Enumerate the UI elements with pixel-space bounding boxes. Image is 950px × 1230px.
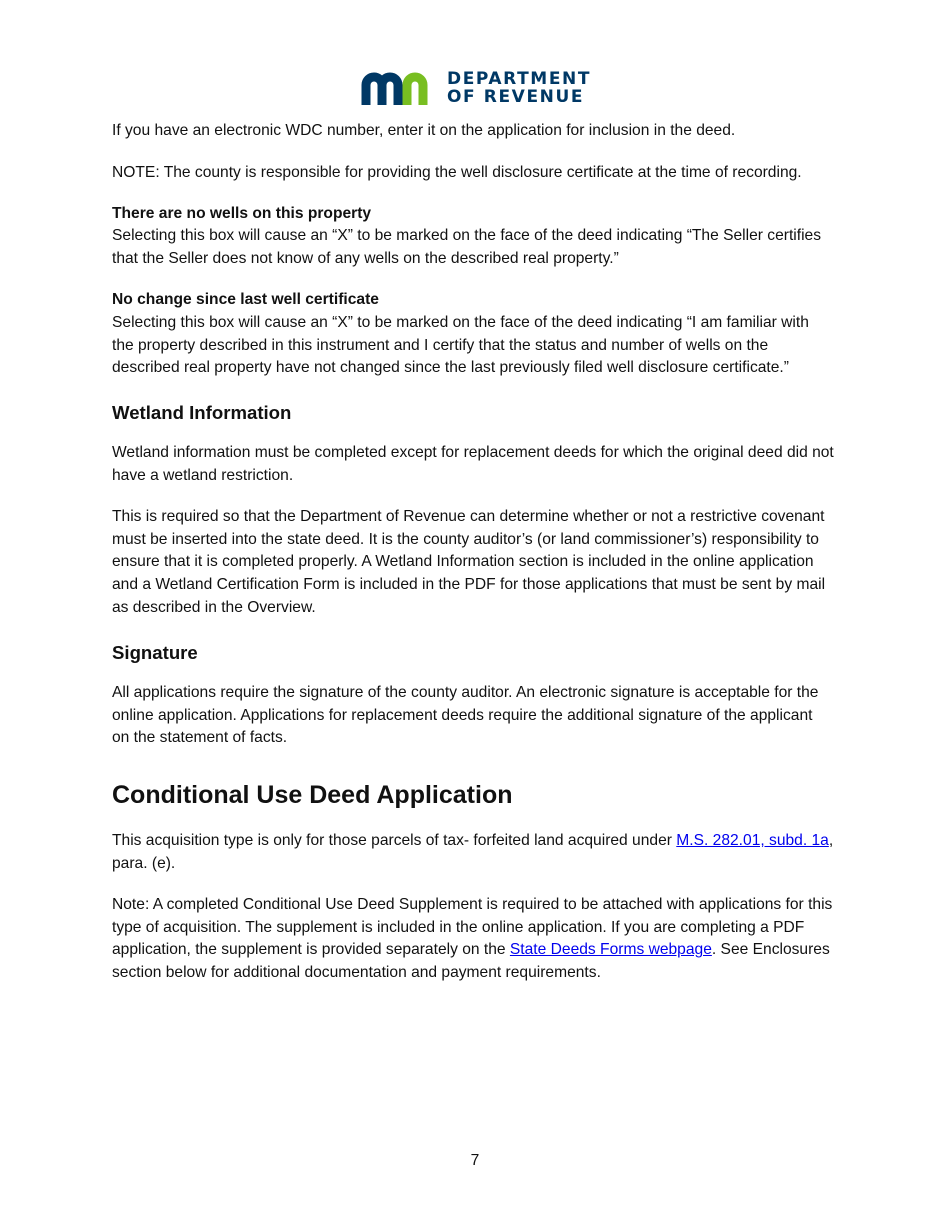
conditional-use-heading: Conditional Use Deed Application <box>112 781 513 810</box>
signature-paragraph: All applications require the signature of the county auditor. An electronic signature is acceptable for the online application. Applications for replacement deeds require the additional signature of the applicant on the statement of facts. <box>112 683 819 747</box>
main-content <box>112 120 834 985</box>
statute-link[interactable]: M.S. 282.01, subd. 1a <box>676 832 829 850</box>
no-change-section <box>112 289 834 380</box>
signature-heading: Signature <box>112 641 198 663</box>
no-wells-text: Selecting this box will cause an “X” to be marked on the face of the deed indicating “The Seller certifies that the Seller does not know of any wells on the described real property.” <box>112 227 822 268</box>
county-note-paragraph: NOTE: The county is responsible for providing the well disclosure certificate at the time of recording. <box>112 163 802 181</box>
no-wells-section <box>112 203 834 271</box>
conditional-p1-text: This acquisition type is only for those parcels of tax- forfeited land acquired under <box>112 832 677 850</box>
wdc-paragraph: If you have an electronic WDC number, enter it on the application for inclusion in the deed. <box>112 122 736 139</box>
conditional-p2-tail: . See Enclosures section below for additional documentation and payment requirements. <box>112 941 830 982</box>
conditional-p2-text: Note: A completed Conditional Use Deed Supplement is required to be attached with applications for this type of acquisition. The supplement is included in the online application. If you are completing a PDF application, the supplement is provided separately on the <box>112 895 833 959</box>
wetland-heading: Wetland Information <box>112 402 292 424</box>
logo-text <box>447 70 591 106</box>
state-deeds-forms-link[interactable]: State Deeds Forms webpage <box>509 941 712 959</box>
conditional-paragraph-1 <box>112 830 834 876</box>
page-number: 7 <box>470 1152 480 1169</box>
mn-logo-icon <box>361 70 439 106</box>
wetland-paragraph-2: This is required so that the Department of Revenue can determine whether or not a restrictive covenant must be inserted into the state deed. It is the county auditor’s (or land commissioner’s) responsibility to ensure that it is completed properly. A Wetland Information section is included in the online application and a Wetland Certification Form is included in the PDF for those applications that must be sent by mail as described in the Overview. <box>112 507 826 616</box>
no-change-heading: No change since last well certificate <box>112 290 379 308</box>
no-change-text: Selecting this box will cause an “X” to be marked on the face of the deed indicating “I am familiar with the property described in this instrument and I certify that the status and number of wells on the described real property have not changed since the last previously filed well disclosure certificate.” <box>112 313 809 377</box>
logo-line-2: OF REVENUE <box>447 87 585 107</box>
conditional-paragraph-2 <box>112 894 834 985</box>
logo-line-1: DEPARTMENT <box>447 69 592 89</box>
department-logo <box>361 70 591 106</box>
wetland-paragraph-1: Wetland information must be completed except for replacement deeds for which the original deed did not have a wetland restriction. <box>112 444 834 484</box>
conditional-p1-tail: , para. (e). <box>112 832 834 872</box>
no-wells-heading: There are no wells on this property <box>112 204 372 222</box>
